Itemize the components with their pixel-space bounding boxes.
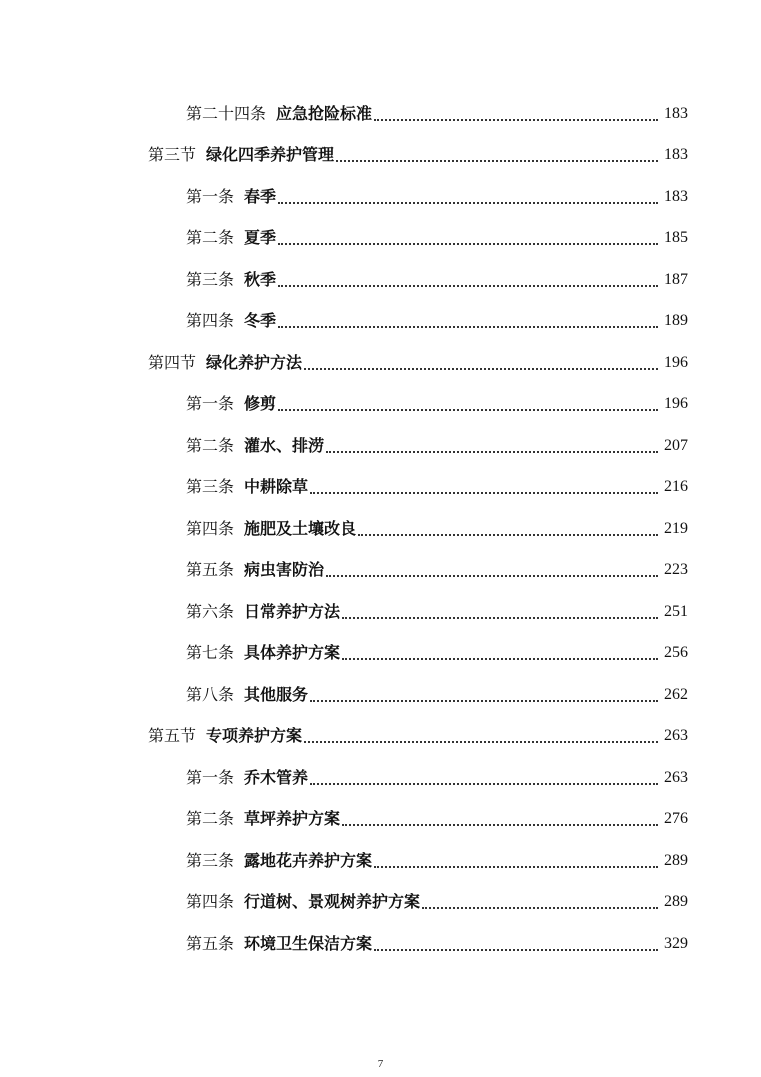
page-number: 7 [377, 1058, 384, 1070]
toc-dot-leader [342, 658, 658, 660]
toc-entry-number: 第四条 [186, 892, 235, 912]
toc-entry-title: 具体养护方案 [244, 643, 341, 663]
toc-entry-page: 183 [664, 187, 688, 205]
toc-dot-leader [304, 741, 658, 743]
toc-entry-number: 第二条 [186, 435, 235, 455]
toc-entry[interactable] [0, 591, 761, 633]
toc-entry[interactable] [0, 384, 761, 426]
toc-entry-title: 病虫害防治 [244, 560, 325, 580]
toc-entry-page: 329 [664, 934, 688, 952]
toc-dot-leader [374, 866, 658, 868]
toc-entry[interactable] [0, 218, 761, 260]
toc-dot-leader [358, 534, 658, 536]
toc-dot-leader [278, 285, 658, 287]
toc-entry-number: 第四条 [186, 518, 235, 538]
toc-entry-page: 289 [664, 893, 688, 911]
toc-entry-title: 日常养护方法 [244, 601, 341, 621]
toc-dot-leader [374, 949, 658, 951]
toc-entry-title: 绿化养护方法 [206, 352, 303, 372]
toc-entry-page: 262 [664, 685, 688, 703]
toc-entry-title: 应急抢险标准 [276, 103, 373, 123]
toc-entry-page: 216 [664, 478, 688, 496]
toc-entry[interactable] [0, 840, 761, 882]
toc-entry[interactable] [0, 674, 761, 716]
toc-entry-number: 第三条 [186, 477, 235, 497]
toc-entry-page: 251 [664, 602, 688, 620]
toc-entry-title: 乔木管养 [244, 767, 309, 787]
toc-entry-number: 第四节 [148, 352, 197, 372]
toc-entry-number: 第三节 [148, 145, 197, 165]
toc-entry-page: 189 [664, 312, 688, 330]
toc-entry[interactable] [0, 93, 761, 135]
toc-entry[interactable] [0, 633, 761, 675]
toc-dot-leader [326, 451, 658, 453]
toc-dot-leader [374, 119, 658, 121]
toc-entry-number: 第六条 [186, 601, 235, 621]
toc-dot-leader [278, 326, 658, 328]
toc-entry[interactable] [0, 176, 761, 218]
toc-entry-page: 183 [664, 104, 688, 122]
toc-entry-number: 第五条 [186, 560, 235, 580]
toc-dot-leader [310, 783, 658, 785]
toc-entry-page: 207 [664, 436, 688, 454]
toc-entry-page: 219 [664, 519, 688, 537]
toc-section-entry[interactable] [0, 342, 761, 384]
toc-entry-number: 第一条 [186, 186, 235, 206]
toc-entry-number: 第五节 [148, 726, 197, 746]
toc-dot-leader [278, 243, 658, 245]
toc-dot-leader [278, 202, 658, 204]
toc-dot-leader [310, 700, 658, 702]
toc-dot-leader [326, 575, 658, 577]
toc-section-entry[interactable] [0, 135, 761, 177]
toc-entry[interactable] [0, 757, 761, 799]
toc-dot-leader [422, 907, 658, 909]
toc-entry[interactable] [0, 467, 761, 509]
toc-entry-page: 183 [664, 146, 688, 164]
toc-section-entry[interactable] [0, 716, 761, 758]
toc-entry-page: 263 [664, 727, 688, 745]
toc-entry[interactable] [0, 425, 761, 467]
toc-entry[interactable] [0, 799, 761, 841]
toc-entry-page: 223 [664, 561, 688, 579]
toc-entry-number: 第二条 [186, 809, 235, 829]
toc-entry-page: 196 [664, 395, 688, 413]
toc-entry-title: 环境卫生保洁方案 [244, 933, 373, 953]
toc-entry[interactable] [0, 923, 761, 965]
toc-entry-number: 第五条 [186, 933, 235, 953]
toc-entry[interactable] [0, 550, 761, 592]
toc-entry-title: 其他服务 [244, 684, 309, 704]
toc-dot-leader [336, 160, 658, 162]
toc-entry-title: 专项养护方案 [206, 726, 303, 746]
toc-entry-number: 第一条 [186, 394, 235, 414]
toc-entry-title: 修剪 [244, 394, 277, 414]
toc-entry-page: 289 [664, 851, 688, 869]
toc-entry-title: 冬季 [244, 311, 277, 331]
toc-entry-page: 196 [664, 353, 688, 371]
toc-dot-leader [342, 824, 658, 826]
toc-entry-page: 187 [664, 270, 688, 288]
toc-entry-number: 第一条 [186, 767, 235, 787]
toc-entry-number: 第八条 [186, 684, 235, 704]
toc-dot-leader [310, 492, 658, 494]
toc-entry-number: 第二十四条 [186, 103, 267, 123]
toc-entry-title: 秋季 [244, 269, 277, 289]
toc-entry-number: 第三条 [186, 269, 235, 289]
toc-entry-title: 中耕除草 [244, 477, 309, 497]
toc-entry-number: 第二条 [186, 228, 235, 248]
toc-dot-leader [278, 409, 658, 411]
toc-entry-number: 第三条 [186, 850, 235, 870]
toc-entry-title: 春季 [244, 186, 277, 206]
table-of-contents [0, 93, 761, 965]
toc-entry[interactable] [0, 259, 761, 301]
toc-entry[interactable] [0, 882, 761, 924]
toc-entry-page: 185 [664, 229, 688, 247]
toc-entry-title: 行道树、景观树养护方案 [244, 892, 421, 912]
toc-entry-title: 草坪养护方案 [244, 809, 341, 829]
toc-entry-number: 第七条 [186, 643, 235, 663]
toc-entry[interactable] [0, 301, 761, 343]
toc-dot-leader [304, 368, 658, 370]
toc-entry-title: 施肥及土壤改良 [244, 518, 357, 538]
toc-entry[interactable] [0, 508, 761, 550]
toc-entry-title: 露地花卉养护方案 [244, 850, 373, 870]
toc-entry-title: 灌水、排涝 [244, 435, 325, 455]
toc-entry-number: 第四条 [186, 311, 235, 331]
toc-entry-page: 256 [664, 644, 688, 662]
toc-entry-title: 绿化四季养护管理 [206, 145, 335, 165]
toc-entry-page: 263 [664, 768, 688, 786]
toc-dot-leader [342, 617, 658, 619]
toc-entry-title: 夏季 [244, 228, 277, 248]
toc-entry-page: 276 [664, 810, 688, 828]
